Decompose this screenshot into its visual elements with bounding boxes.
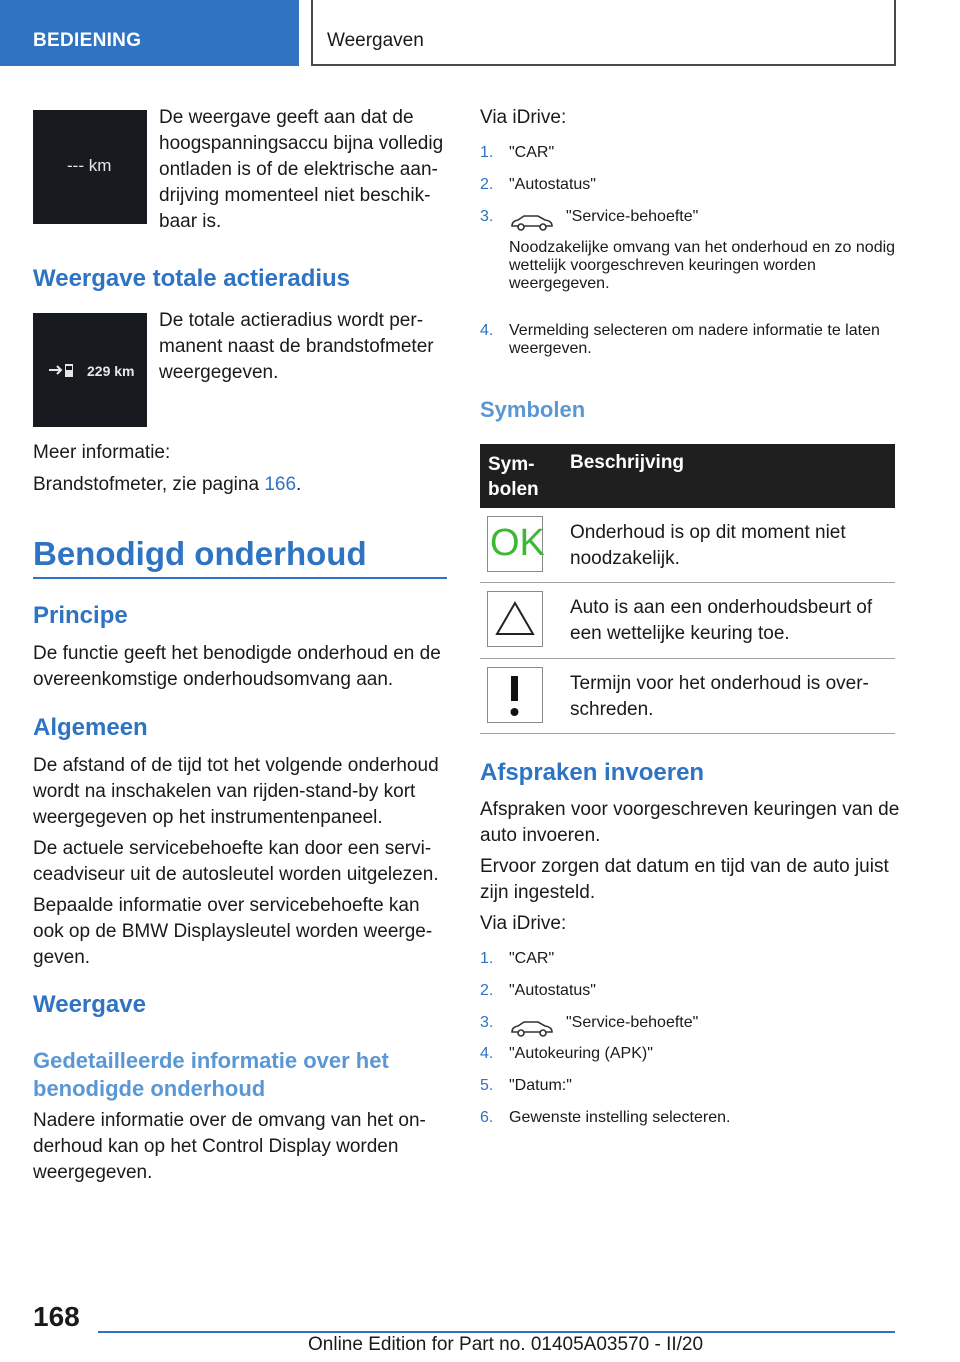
display-heading: Weergave bbox=[33, 991, 146, 1018]
principle-paragraph: De functie geeft het benodigde onderhoud en de overeenkomstige onderhoudsomvang aan. bbox=[33, 643, 441, 690]
footer-rule bbox=[98, 1331, 895, 1333]
table-row bbox=[480, 508, 895, 583]
range-empty-display-image bbox=[33, 110, 147, 224]
car-icon bbox=[509, 212, 555, 232]
symbol-description: Termijn voor het onderhoud is over-schreden. bbox=[570, 673, 869, 720]
range-empty-text: --- km bbox=[67, 156, 112, 175]
page-link-166[interactable]: 166 bbox=[264, 474, 297, 495]
detail-paragraph: Nadere informatie over de omvang van het on-derhoud kan op het Control Display worden weergegeven. bbox=[33, 1110, 426, 1183]
via-idrive-label: Via iDrive: bbox=[480, 107, 567, 128]
chapter-label: Weergaven bbox=[327, 30, 424, 51]
car-icon bbox=[509, 1018, 555, 1038]
page-number: 168 bbox=[33, 1301, 80, 1332]
symbol-description: Auto is aan een onderhoudsbeurt of een wettelijke keuring toe. bbox=[570, 597, 873, 644]
total-range-text: 229 km bbox=[87, 363, 135, 379]
symbol-description: Onderhoud is op dit moment niet noodzakelijk. bbox=[570, 522, 846, 569]
chapter-box bbox=[311, 0, 896, 66]
general-paragraph-1: De afstand of de tijd tot het volgende onderhoud wordt na inschakelen van rijden-stand-by kort weergegeven op het instrumentenpaneel. bbox=[33, 755, 439, 828]
symbols-table-header bbox=[480, 444, 895, 508]
col-description-header: Beschrijving bbox=[570, 452, 685, 473]
col-symbols-header: Sym-bolen bbox=[488, 454, 539, 500]
range-paragraph: De totale actieradius wordt per-manent naast de brandstofmeter weergegeven. bbox=[159, 310, 434, 383]
general-paragraph-2: De actuele servicebehoefte kan door een servi-ceadviseur uit de autosleutel worden uitgelezen. bbox=[33, 838, 439, 885]
fuel-ref-prefix: Brandstofmeter, zie pagina bbox=[33, 474, 265, 495]
edition-text: Online Edition for Part no. 01405A03570 - II/20 bbox=[308, 1334, 704, 1355]
principle-heading: Principe bbox=[33, 602, 128, 629]
ok-icon: OK bbox=[487, 516, 543, 572]
warning-triangle-icon bbox=[487, 591, 543, 647]
total-range-display-image bbox=[33, 313, 147, 427]
via-idrive-label-2: Via iDrive: bbox=[480, 913, 567, 934]
fuel-ref-suffix: . bbox=[296, 474, 302, 495]
appointments-paragraph-2: Ervoor zorgen dat datum en tijd van de auto juist zijn ingesteld. bbox=[480, 856, 889, 903]
table-row bbox=[480, 659, 895, 734]
range-heading: Weergave totale actieradius bbox=[33, 265, 351, 292]
main-heading-rule bbox=[33, 577, 447, 579]
fuel-reference bbox=[33, 472, 453, 498]
exclamation-icon bbox=[487, 667, 543, 723]
more-info-label: Meer informatie: bbox=[33, 442, 171, 463]
section-label: BEDIENING bbox=[33, 30, 142, 51]
symbols-heading: Symbolen bbox=[480, 397, 586, 422]
table-row bbox=[480, 583, 895, 659]
general-paragraph-3: Bepaalde informatie over servicebehoefte kan ook op de BMW Displaysleutel worden weerge-geven. bbox=[33, 895, 433, 968]
detail-heading: Gedetailleerde informatie over het benodigde onderhoud bbox=[33, 1048, 389, 1101]
main-heading: Benodigd onderhoud bbox=[33, 535, 367, 572]
section-tab bbox=[0, 0, 299, 66]
fuel-pump-arrow-icon bbox=[47, 361, 79, 381]
intro-paragraph: De weergave geeft aan dat de hoogspanningsaccu bijna volledig ontladen is of de elektrische aan-drijving momenteel niet beschik-baar is. bbox=[159, 107, 444, 232]
appointments-heading: Afspraken invoeren bbox=[480, 759, 705, 786]
appointments-paragraph-1: Afspraken voor voorgeschreven keuringen van de auto invoeren. bbox=[480, 799, 900, 846]
general-heading: Algemeen bbox=[33, 714, 148, 741]
